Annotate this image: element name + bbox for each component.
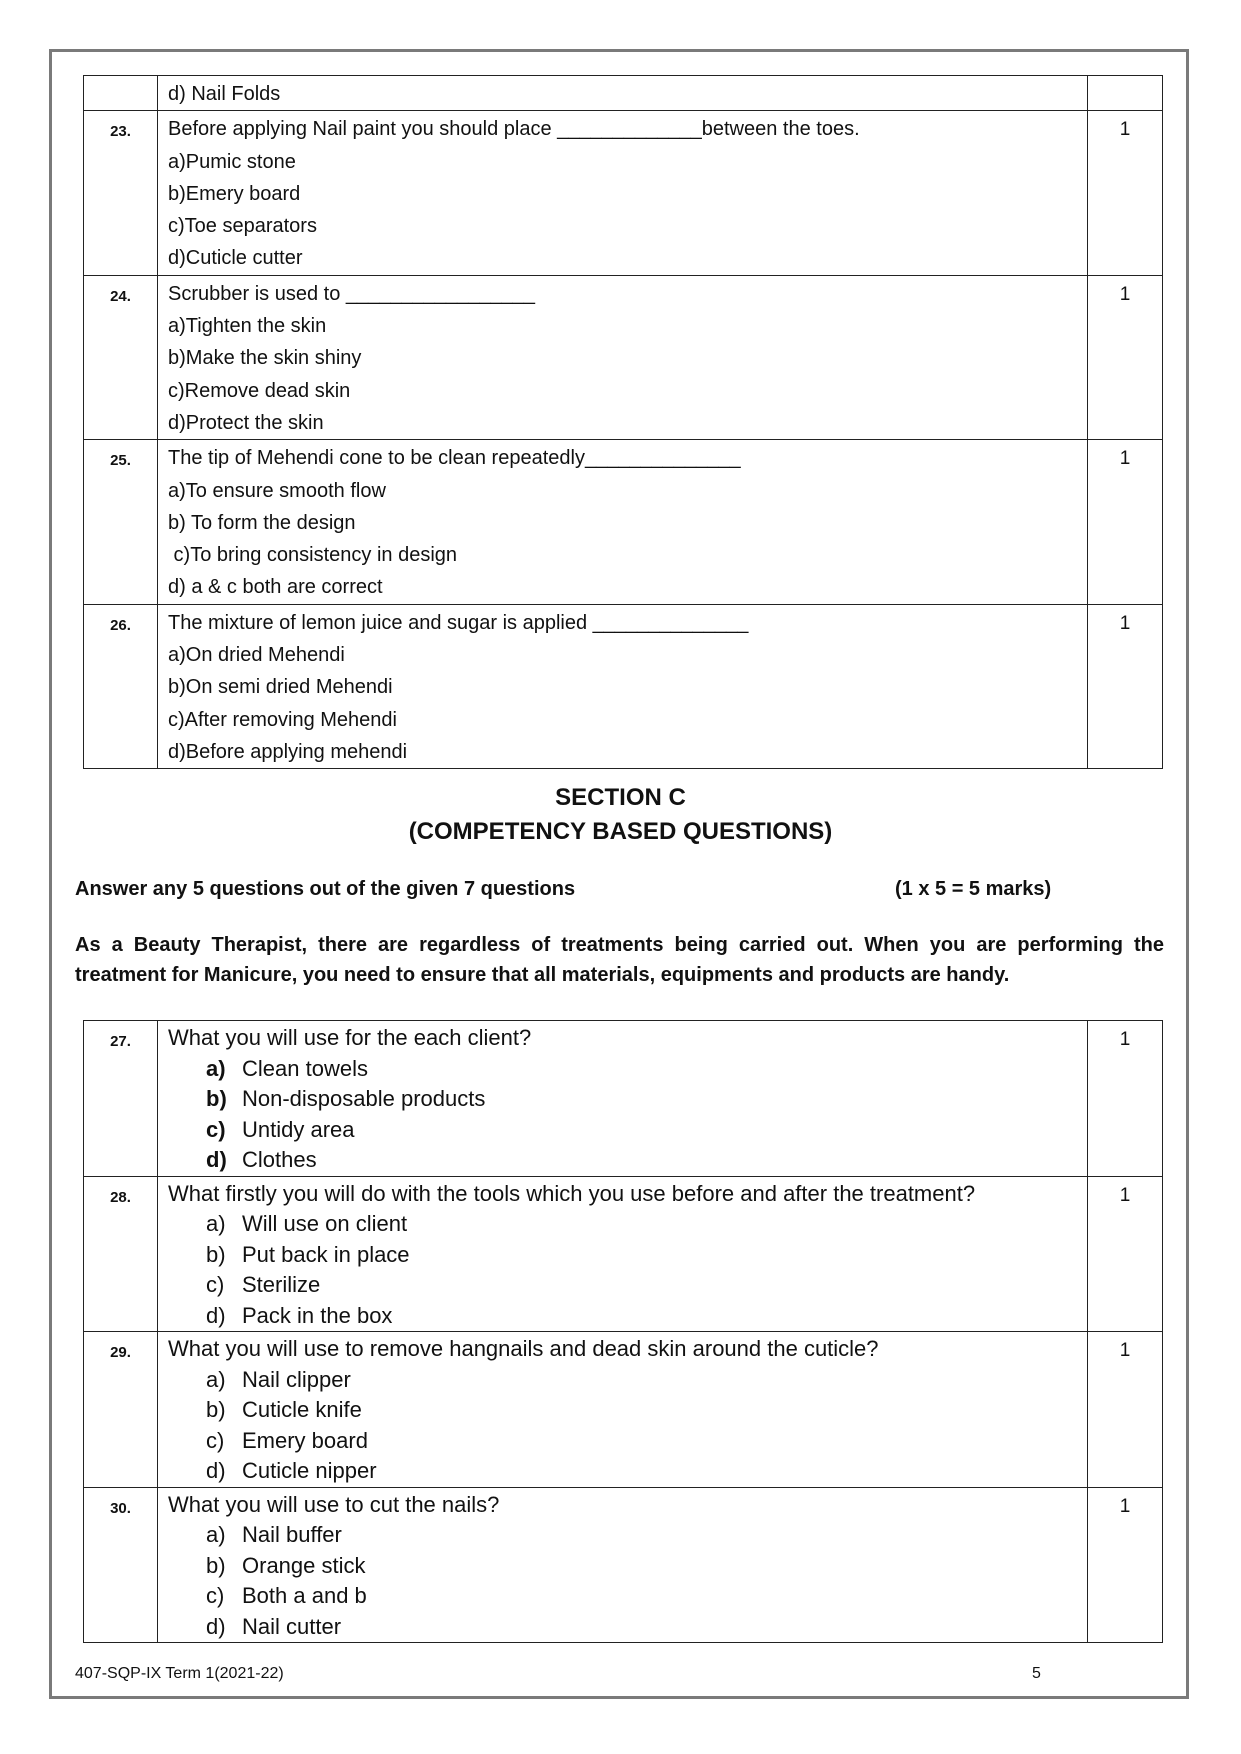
option-text: b)Emery board: [168, 182, 301, 205]
option-text: Clothes: [242, 1147, 317, 1172]
option-text: Put back in place: [242, 1241, 410, 1267]
question-text: Scrubber is used to _________________: [168, 282, 535, 305]
question-content: [158, 1332, 1088, 1488]
question-content: [158, 604, 1088, 768]
option-label: b): [206, 1086, 227, 1111]
option-text: b)Make the skin shiny: [168, 347, 362, 370]
option-text: Clean towels: [242, 1055, 368, 1081]
question-table-section-c: [83, 1020, 1163, 1643]
question-number: [84, 76, 158, 111]
question-mark: 1: [1088, 275, 1163, 439]
option-text: a)To ensure smooth flow: [168, 479, 386, 502]
option-text: d) a & c both are correct: [168, 576, 383, 599]
question-content: [158, 76, 1088, 111]
question-number: 25.: [84, 440, 158, 604]
question-number: 29.: [84, 1332, 158, 1488]
option-text: d)Protect the skin: [168, 411, 324, 434]
section-instruction: Answer any 5 questions out of the given 7 questions: [75, 878, 576, 900]
option-item: [168, 1084, 1077, 1115]
option-text: Will use on client: [242, 1211, 408, 1236]
question-mark: 1: [1088, 440, 1163, 604]
question-number: 28.: [84, 1176, 158, 1332]
question-content: [158, 275, 1088, 439]
option-text: Orange stick: [242, 1552, 366, 1578]
option-text: a)Pumic stone: [168, 150, 296, 173]
option-text: d) Nail Folds: [168, 83, 281, 105]
option-label: b): [206, 1552, 226, 1578]
question-table-section-b: [83, 75, 1163, 769]
question-mark: 1: [1088, 1176, 1163, 1332]
question-row: [84, 604, 1163, 768]
option-text: Emery board: [242, 1427, 368, 1453]
option-text: Both a and b: [242, 1583, 367, 1608]
option-label: d): [206, 1302, 226, 1328]
option-text: c)Toe separators: [168, 215, 317, 238]
question-row: [84, 111, 1163, 275]
option-item: [168, 1145, 1077, 1176]
question-row: [84, 1487, 1163, 1643]
option-text: c)To bring consistency in design: [168, 544, 458, 567]
option-text: Nail buffer: [242, 1522, 342, 1547]
question-mark: [1088, 76, 1163, 111]
question-content: [158, 1021, 1088, 1177]
option-item: [168, 1365, 1077, 1396]
question-text: Before applying Nail paint you should place _____________between the toes.: [168, 118, 860, 141]
question-mark: 1: [1088, 111, 1163, 275]
question-row: [84, 76, 1163, 111]
question-number: 24.: [84, 275, 158, 439]
question-number: 30.: [84, 1487, 158, 1643]
question-text: What firstly you will do with the tools which you use before and after the treatment?: [168, 1180, 976, 1206]
question-content: [158, 440, 1088, 604]
option-text: Untidy area: [242, 1116, 355, 1142]
option-label: c): [206, 1583, 225, 1608]
question-row: [84, 1332, 1163, 1488]
question-number: 27.: [84, 1021, 158, 1177]
section-title: SECTION C: [555, 784, 686, 811]
option-label: a): [206, 1522, 226, 1547]
section-subtitle: (COMPETENCY BASED QUESTIONS): [408, 818, 833, 845]
option-text: a)On dried Mehendi: [168, 644, 345, 667]
option-text: d)Cuticle cutter: [168, 247, 303, 270]
option-text: b) To form the design: [168, 511, 356, 534]
option-label: a): [206, 1366, 226, 1392]
option-item: [168, 1426, 1077, 1457]
option-text: Non-disposable products: [242, 1086, 486, 1111]
option-text: c)After removing Mehendi: [168, 708, 397, 731]
option-text: Cuticle knife: [242, 1397, 362, 1422]
option-item: [168, 1395, 1077, 1426]
case-paragraph: As a Beauty Therapist, there are regardless of treatments being carried out. When you are performing the treatment for Manicure, you need to ensure that all materials, equipments and products are handy.: [75, 934, 1164, 986]
question-content: [158, 1176, 1088, 1332]
option-item: [168, 1115, 1077, 1146]
question-text: The tip of Mehendi cone to be clean repeatedly______________: [168, 447, 741, 470]
option-label: c): [206, 1272, 225, 1297]
option-label: d): [206, 1613, 226, 1639]
page-number: 5: [1032, 1665, 1041, 1682]
option-item: [168, 1581, 1077, 1612]
question-content: [158, 111, 1088, 275]
option-text: b)On semi dried Mehendi: [168, 676, 393, 699]
option-text: Sterilize: [242, 1272, 321, 1297]
option-text: Cuticle nipper: [242, 1458, 377, 1483]
section-marks: (1 x 5 = 5 marks): [895, 878, 1052, 900]
option-text: Nail clipper: [242, 1366, 351, 1392]
question-number: 26.: [84, 604, 158, 768]
question-text: The mixture of lemon juice and sugar is applied ______________: [168, 611, 749, 634]
option-label: d): [206, 1458, 226, 1483]
question-content: [158, 1487, 1088, 1643]
question-number: 23.: [84, 111, 158, 275]
question-mark: 1: [1088, 1332, 1163, 1488]
option-item: [168, 1520, 1077, 1551]
option-label: b): [206, 1397, 226, 1422]
option-item: [168, 1301, 1077, 1332]
option-item: [168, 1240, 1077, 1271]
question-row: [84, 1176, 1163, 1332]
option-text: Pack in the box: [242, 1302, 393, 1328]
question-mark: 1: [1088, 1487, 1163, 1643]
question-text: What you will use for the each client?: [168, 1025, 532, 1050]
question-row: [84, 440, 1163, 604]
option-text: d)Before applying mehendi: [168, 740, 408, 763]
option-label: c): [206, 1427, 225, 1453]
question-mark: 1: [1088, 604, 1163, 768]
option-item: [168, 1551, 1077, 1582]
question-text: What you will use to cut the nails?: [168, 1491, 500, 1517]
option-item: [168, 1612, 1077, 1643]
option-label: c): [206, 1116, 226, 1142]
option-text: c)Remove dead skin: [168, 379, 351, 402]
option-label: b): [206, 1241, 226, 1267]
question-text: What you will use to remove hangnails and dead skin around the cuticle?: [168, 1336, 879, 1361]
option-label: a): [206, 1055, 226, 1081]
option-text: Nail cutter: [242, 1613, 342, 1639]
question-row: [84, 275, 1163, 439]
option-label: d): [206, 1147, 227, 1172]
option-label: a): [206, 1211, 226, 1236]
question-row: [84, 1021, 1163, 1177]
question-mark: 1: [1088, 1021, 1163, 1177]
option-item: [168, 1054, 1077, 1085]
footer-code: 407-SQP-IX Term 1(2021-22): [75, 1665, 284, 1682]
option-item: [168, 1456, 1077, 1487]
option-text: a)Tighten the skin: [168, 315, 327, 338]
option-item: [168, 1270, 1077, 1301]
option-item: [168, 1209, 1077, 1240]
